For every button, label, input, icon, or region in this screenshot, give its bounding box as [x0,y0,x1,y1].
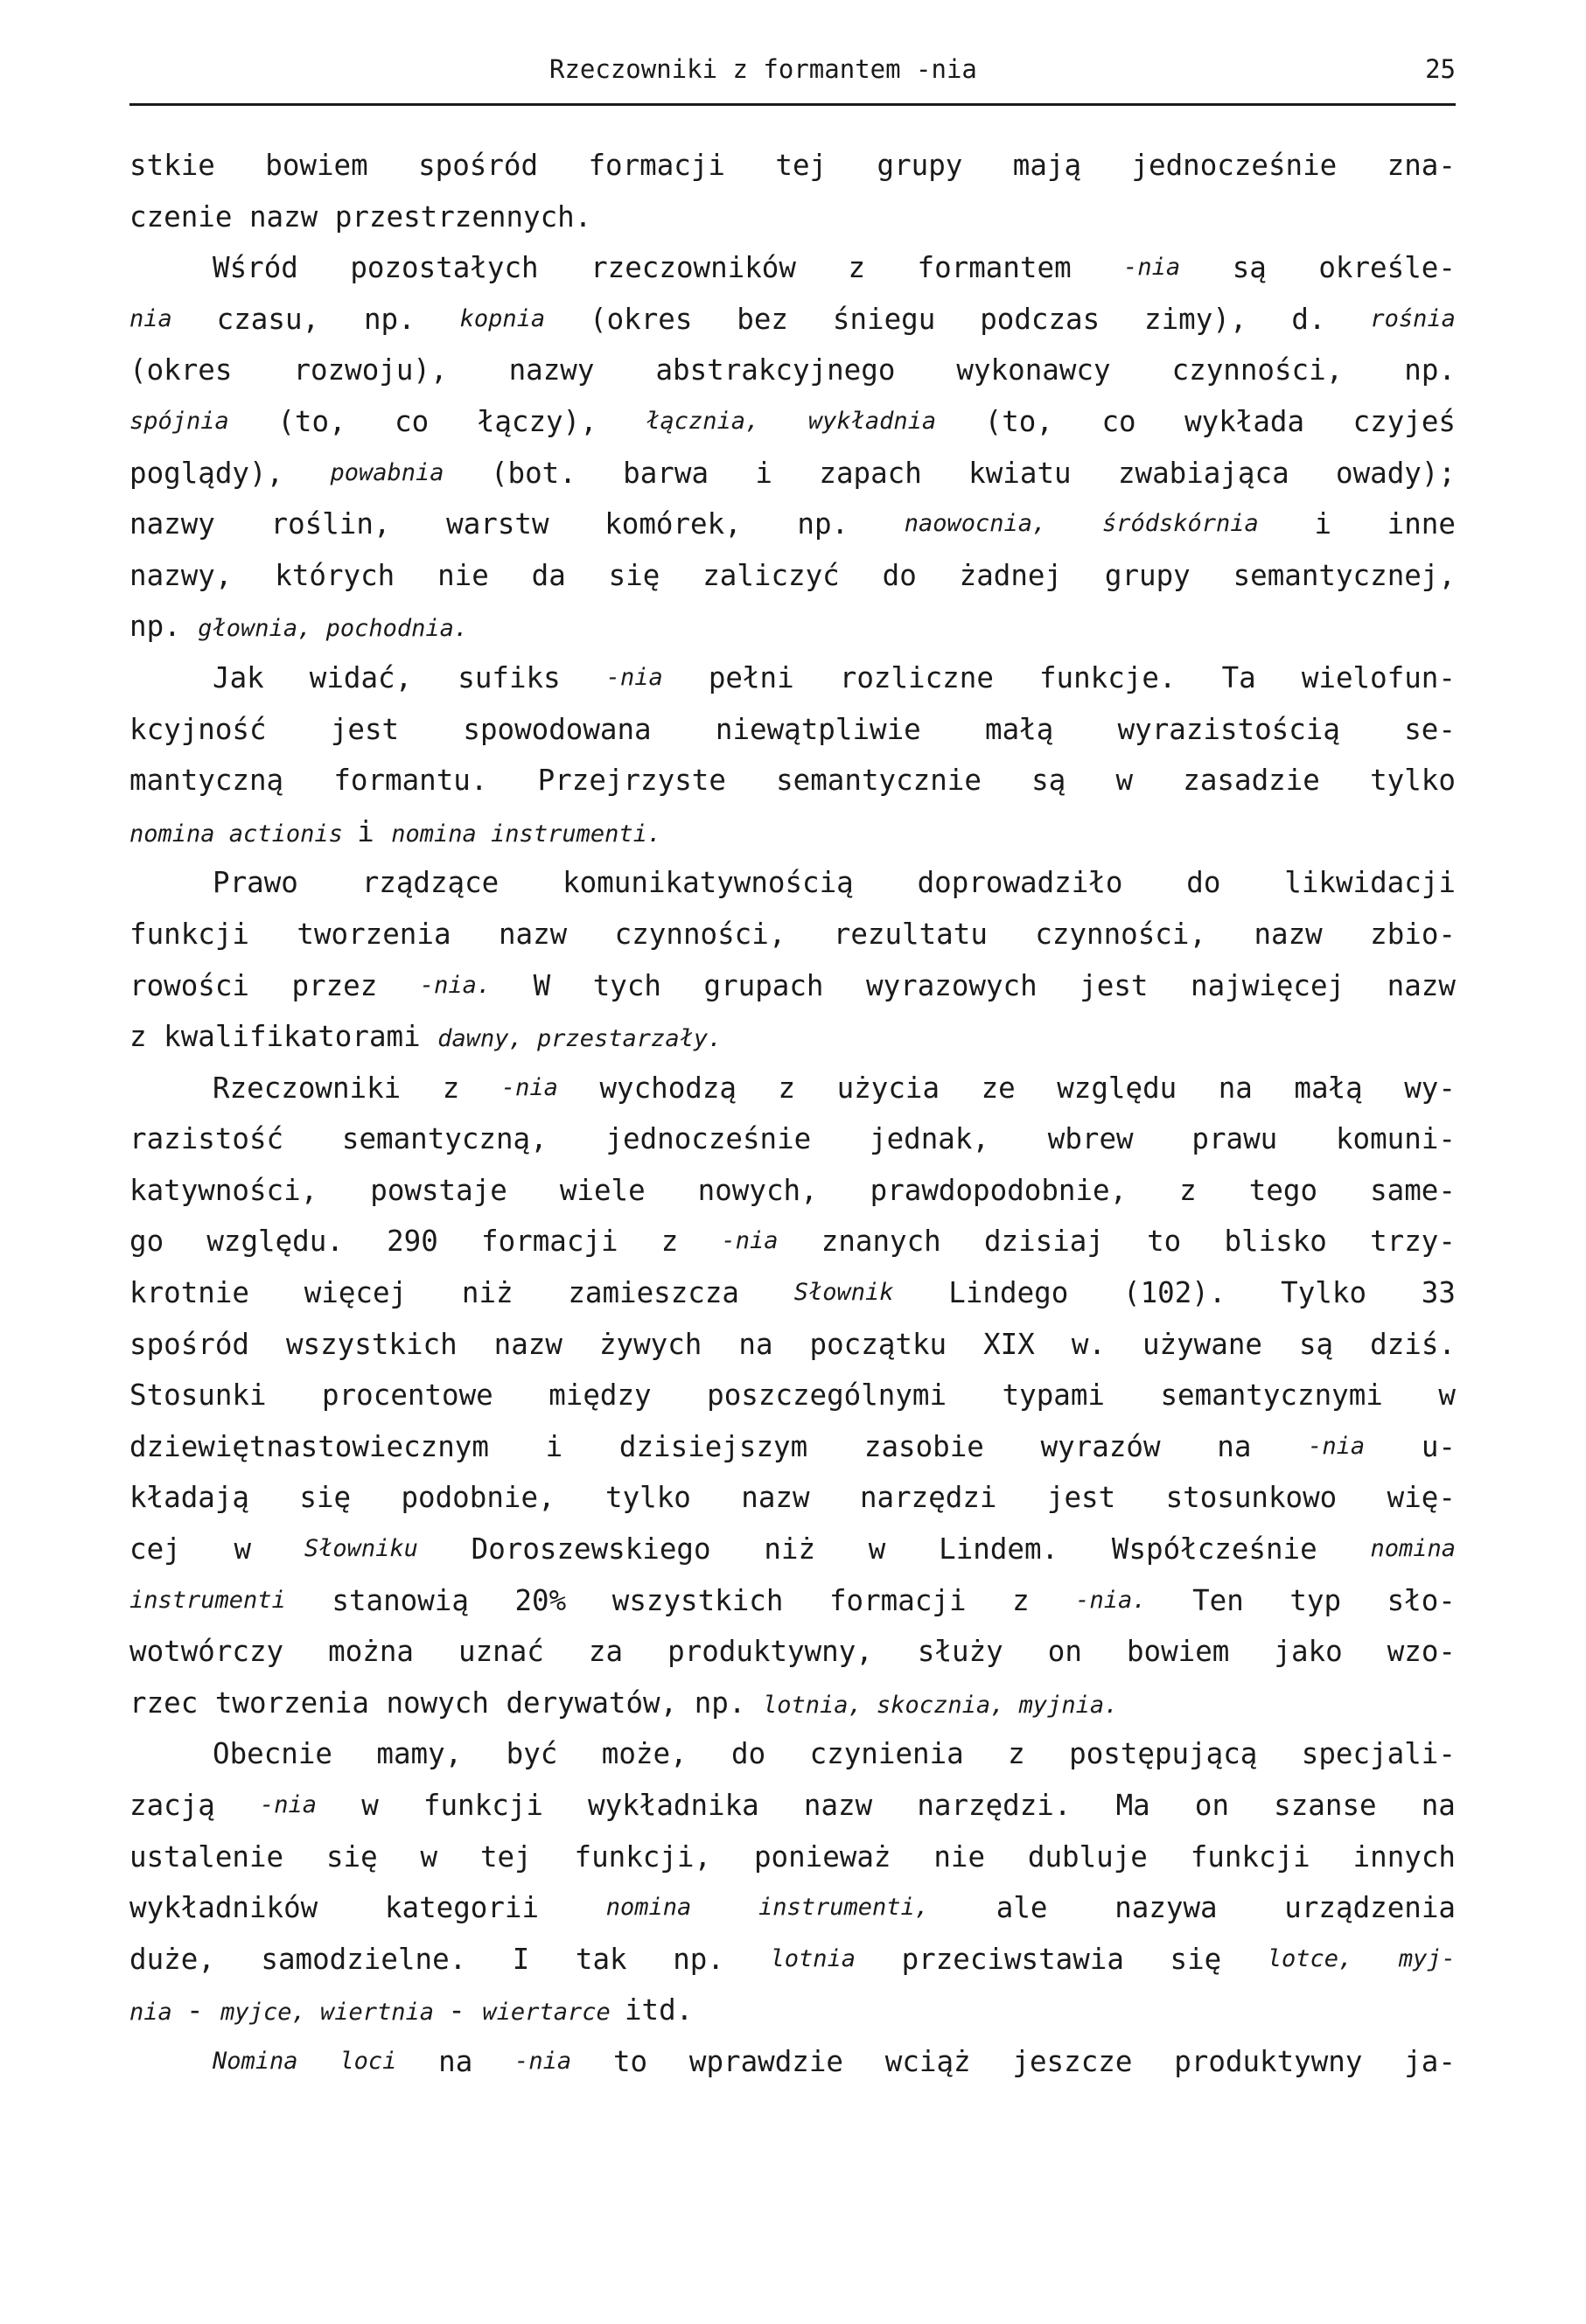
text-line: Obecnie mamy, być może, do czynienia z postępującą specjali- [213,1737,1456,1771]
text-line: nazwy roślin, warstw komórek, np. naowocnia, śródskórnia i inne [129,507,1456,541]
running-title: Rzeczowniki z formantem -nia [549,54,977,84]
text-line: Jak widać, sufiks -nia pełni rozliczne funkcje. Ta wielofun- [213,660,1456,694]
text-line: stkie bowiem spośród formacji tej grupy mają jednocześnie zna- [129,149,1456,182]
text-line: (okres rozwoju), nazwy abstrakcyjnego wykonawcy czynności, np. [129,353,1456,387]
text-line: ustalenie się w tej funkcji, ponieważ nie dubluje funkcji innych [129,1839,1456,1874]
text-line: dziewiętnastowiecznym i dzisiejszym zasobie wyrazów na -nia u- [129,1429,1456,1463]
text-line: nia - myjce, wiertnia - wiertarce itd. [129,1993,694,2027]
text-line: nia czasu, np. kopnia (okres bez śniegu podczas zimy), d. rośnia [129,302,1456,336]
text-line: mantyczną formantu. Przejrzyste semantycznie są w zasadzie tylko [129,764,1456,798]
text-line: Prawo rządzące komunikatywnością doprowadziło do likwidacji [213,866,1456,900]
text-line: z kwalifikatorami dawny, przestarzały. [129,1020,723,1054]
text-line: duże, samodzielne. I tak np. lotnia przeciwstawia się lotce, myj- [129,1942,1456,1976]
text-line: krotnie więcej niż zamieszcza Słownik Lindego (102). Tylko 33 [129,1276,1456,1310]
text-line: Stosunki procentowe między poszczególnymi typami semantycznymi w [129,1378,1456,1413]
text-line: Wśród pozostałych rzeczowników z formantem -nia są określe- [213,251,1456,285]
body-text [129,140,1456,2088]
page-header [129,54,1456,106]
text-line: razistość semantyczną, jednocześnie jednak, wbrew prawu komuni- [129,1122,1456,1156]
text-line: Rzeczowniki z -nia wychodzą z użycia ze względu na małą wy- [213,1071,1456,1105]
text-line: funkcji tworzenia nazw czynności, rezultatu czynności, nazw zbio- [129,917,1456,951]
text-line: kładają się podobnie, tylko nazw narzędzi jest stosunkowo wię- [129,1481,1456,1515]
text-line: wykładników kategorii nomina instrumenti, ale nazywa urządzenia [129,1891,1456,1925]
text-line: spójnia (to, co łączy), łącznia, wykładnia (to, co wykłada czyjeś [129,404,1456,438]
text-line: instrumenti stanowią 20% wszystkich formacji z -nia. Ten typ sło- [129,1583,1456,1617]
text-line: rzec tworzenia nowych derywatów, np. lotnia, skocznia, myjnia. [129,1685,1119,1720]
text-line: cej w Słowniku Doroszewskiego niż w Lindem. Współcześnie nomina [129,1532,1456,1567]
text-line: rowości przez -nia. W tych grupach wyrazowych jest najwięcej nazw [129,968,1456,1002]
text-line: Nomina loci na -nia to wprawdzie wciąż jeszcze produktywny ja- [213,2044,1456,2078]
text-line: wotwórczy można uznać za produktywny, służy on bowiem jako wzo- [129,1635,1456,1669]
text-line: kcyjność jest spowodowana niewątpliwie małą wyrazistością se- [129,712,1456,746]
text-line: nomina actionis i nomina instrumenti. [129,814,662,848]
text-line: czenie nazw przestrzennych. [129,199,592,234]
page-number: 25 [1425,54,1456,84]
text-line: np. głownia, pochodnia. [129,610,469,644]
text-line: spośród wszystkich nazw żywych na początku XIX w. używane są dziś. [129,1327,1456,1361]
text-line: go względu. 290 formacji z -nia znanych dzisiaj to blisko trzy- [129,1225,1456,1259]
text-line: zacją -nia w funkcji wykładnika nazw narzędzi. Ma on szanse na [129,1789,1456,1822]
text-line: nazwy, których nie da się zaliczyć do żadnej grupy semantycznej, [129,558,1456,592]
text-line: poglądy), powabnia (bot. barwa i zapach kwiatu zwabiająca owady); [129,456,1456,490]
text-line: katywności, powstaje wiele nowych, prawdopodobnie, z tego same- [129,1173,1456,1207]
